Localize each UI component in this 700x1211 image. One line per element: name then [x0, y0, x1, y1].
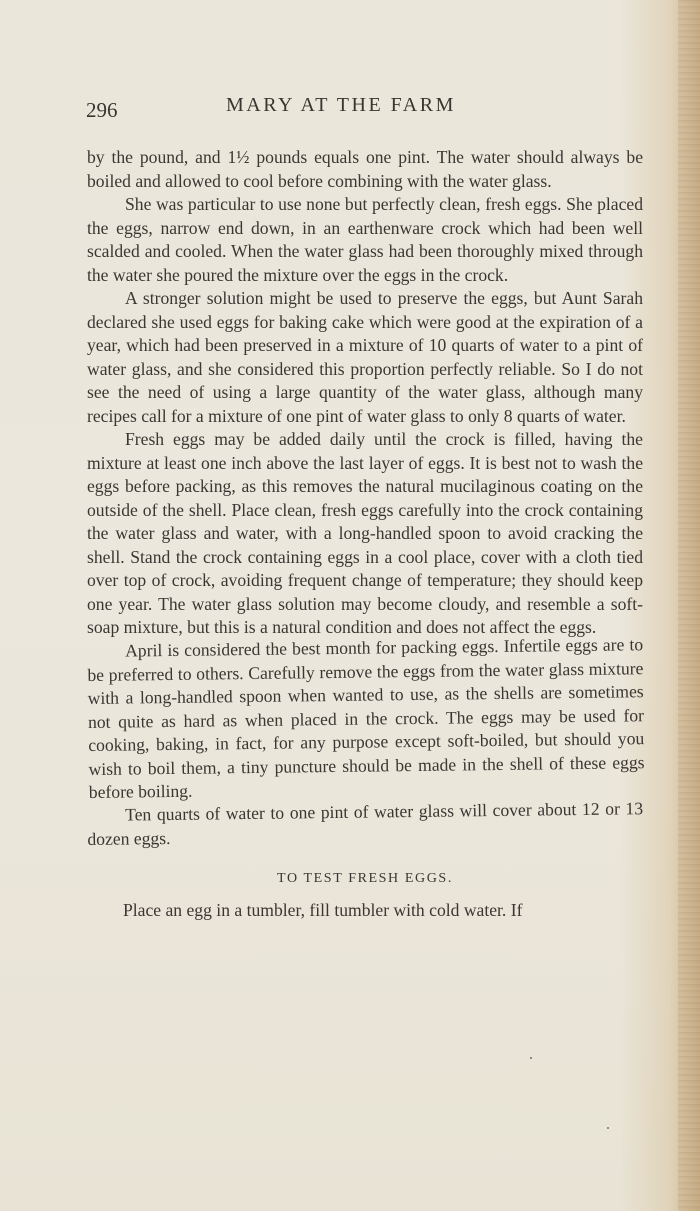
paragraph-clean-eggs: She was particular to use none but perfectly clean, fresh eggs. She placed the eggs, narrow end down, in an earthenware crock which had been well scalded and cooled. When the water glass had been thoroughly mixed through the water she poured the mixture over the eggs in the crock.	[87, 194, 643, 285]
page-edge	[678, 0, 700, 1211]
ink-speck	[607, 1127, 609, 1129]
page-number: 296	[86, 98, 118, 122]
paragraph-ten-quarts: Ten quarts of water to one pint of water glass will cover about 12 or 13 dozen eggs.	[87, 798, 644, 849]
page-header	[86, 94, 506, 124]
body-text	[87, 146, 643, 922]
ink-speck	[530, 1057, 532, 1059]
paragraph-fresh-eggs-daily: Fresh eggs may be added daily until the crock is filled, having the mixture at least one inch above the last layer of eggs. It is best not to wash the eggs before packing, as this removes the natural mucilaginous coating on the outside of the shell. Place clean, fresh eggs carefully into the crock containing the water glass and water, with a long-handled spoon to avoid cracking the shell. Stand the crock containing eggs in a cool place, cover with a cloth tied over top of crock, avoiding frequent change of temperature; they should keep one year. The water glass solution may become cloudy, and resemble a soft-soap mixture, but this is a natural condition and does not affect the eggs.	[87, 429, 643, 637]
paragraph-continuation: by the pound, and 1½ pounds equals one pint. The water should always be boiled and allowed to cool before combining with the water glass.	[87, 147, 643, 191]
section-subheading: TO TEST FRESH EGGS.	[277, 871, 453, 886]
paragraph-stronger-solution: A stronger solution might be used to preserve the eggs, but Aunt Sarah declared she used eggs for baking cake which were good at the expiration of a year, which had been preserved in a mixture of 10 quarts of water to a pint of water glass, and she considered this proportion perfectly reliable. So I do not see the need of using a large quantity of the water glass, although many recipes call for a mixture of one pint of water glass to only 8 quarts of water.	[87, 288, 643, 426]
running-title: MARY AT THE FARM	[226, 94, 456, 116]
paragraph-april-packing: April is considered the best month for packing eggs. Infertile eggs are to be preferred to others. Carefully remove the eggs from the water glass mixture with a long-handled spoon when wanted to use, as the shells are sometimes not quite as hard as when placed in the crock. The eggs may be used for cooking, baking, in fact, for any purpose except soft-boiled, but should you wish to boil them, a tiny puncture should be made in the shell of these eggs before boiling.	[87, 633, 645, 802]
paragraph-test-eggs: Place an egg in a tumbler, fill tumbler with cold water. If	[123, 899, 523, 920]
